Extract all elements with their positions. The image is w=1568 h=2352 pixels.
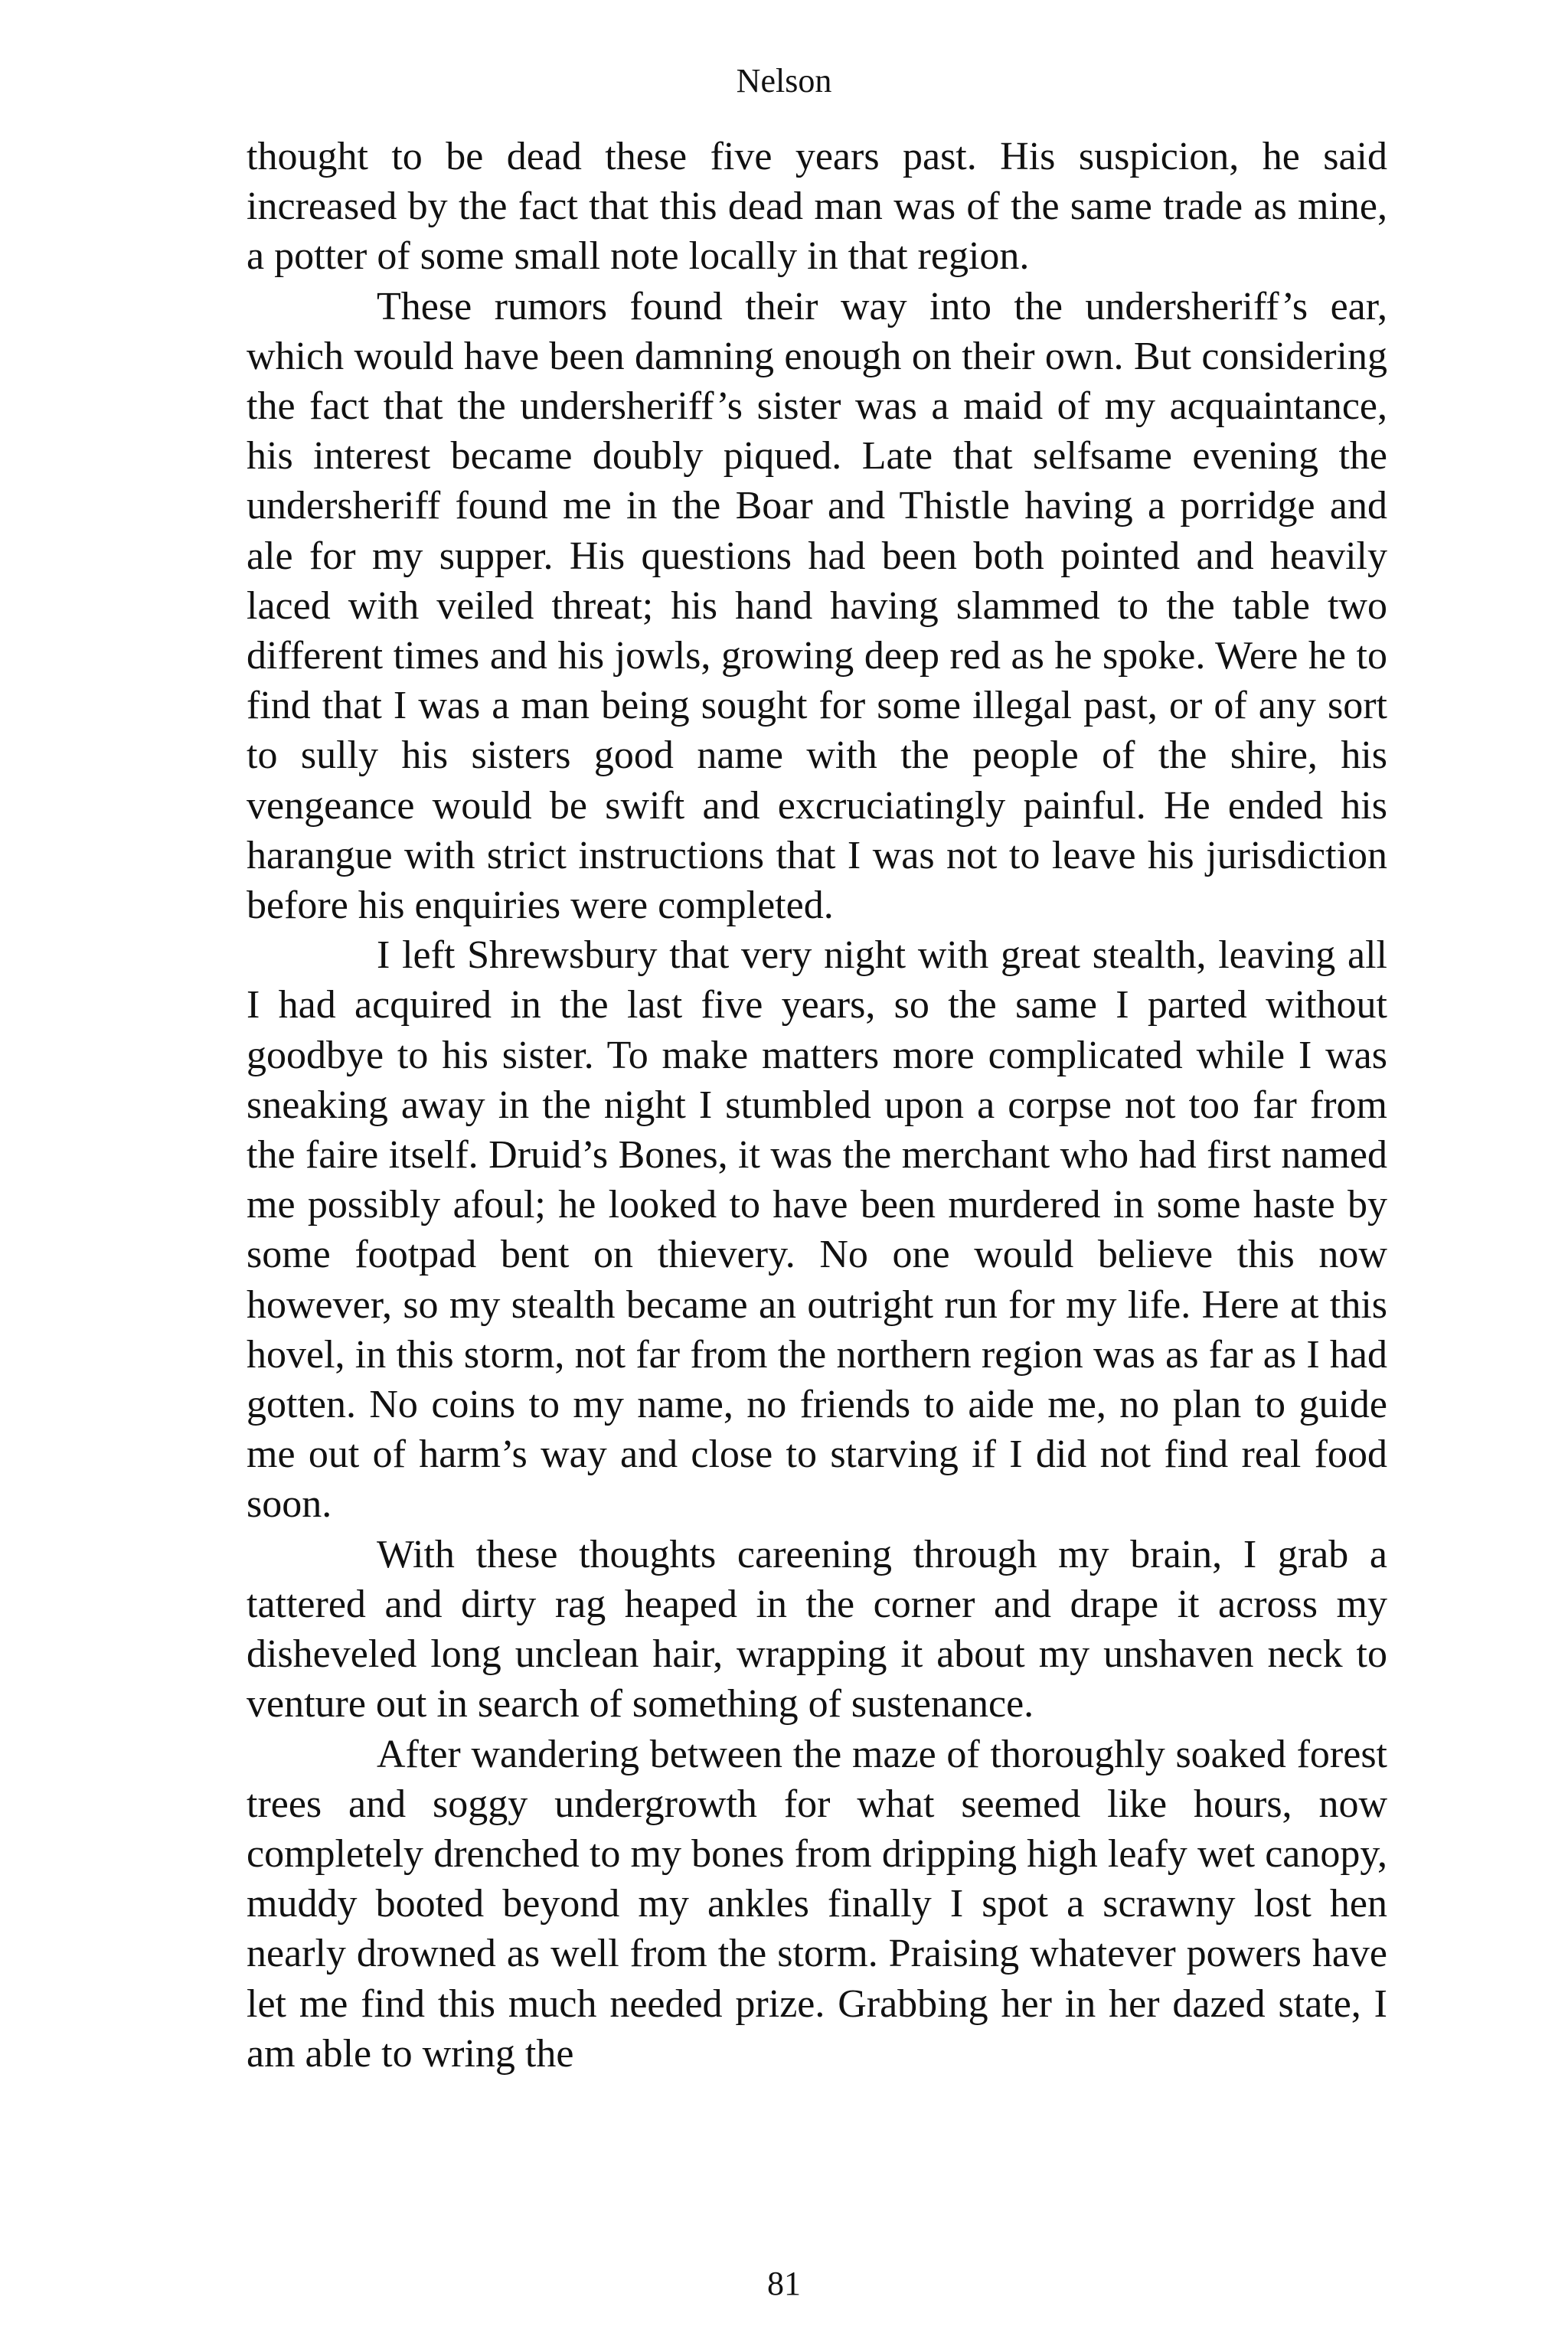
paragraph: After wandering between the maze of thoroughly soaked forest trees and soggy undergrowth for what seemed like hours, now completely drenched to my bones from dripping high leafy wet canopy, muddy booted beyond my ankles finally I spot a scrawny lost hen nearly drowned as well from the storm. Praising whatever powers have let me find this much needed prize. Grabbing her in her dazed state, I am able to wring the bbox=[247, 1732, 1387, 2076]
paragraph: I left Shrewsbury that very night with great stealth, leaving all I had acquired in the last five years, so the same I parted without goodbye to his sister. To make matters more complicated while I was sneaking away in the night I stumbled upon a corpse not too far from the faire itself. Druid’s Bones, it was the merchant who had first named me possibly afoul; he looked to have been murdered in some haste by some footpad bent on thievery. No one would believe this now however, so my stealth became an outright run for my life. Here at this hovel, in this storm, not far from the northern region was as far as I had gotten. No coins to my name, no friends to aide me, no plan to guide me out of harm’s way and close to starving if I did not find real food soon. bbox=[247, 933, 1387, 1527]
paragraph: With these thoughts careening through my brain, I grab a tattered and dirty rag heaped in the corner and drape it across my disheveled long unclean hair, wrapping it about my unshaven neck to venture out in search of something of sustenance. bbox=[247, 1532, 1387, 1726]
paragraph: thought to be dead these five years past. His suspicion, he said increased by the fact that this dead man was of the same trade as mine, a potter of some small note locally in that region. bbox=[247, 135, 1387, 279]
page-number: 81 bbox=[767, 2265, 801, 2302]
paragraph: These rumors found their way into the undersheriff’s ear, which would have been damning enough on their own. But considering the fact that the undersheriff’s sister was a maid of my acquaintance, his interest became doubly piqued. Late that selfsame evening the undersheriff found me in the Boar and Thistle having a porridge and ale for my supper. His questions had been both pointed and heavily laced with veiled threat; his hand having slammed to the table two different times and his jowls, growing deep red as he spoke. Were he to find that I was a man being sought for some illegal past, or of any sort to sully his sisters good name with the people of the shire, his vengeance would be swift and excruciatingly painful. He ended his harangue with strict instructions that I was not to leave his jurisdiction before his enquiries were completed. bbox=[247, 284, 1387, 928]
running-header: Nelson bbox=[736, 62, 832, 100]
body-text bbox=[247, 132, 1387, 2079]
